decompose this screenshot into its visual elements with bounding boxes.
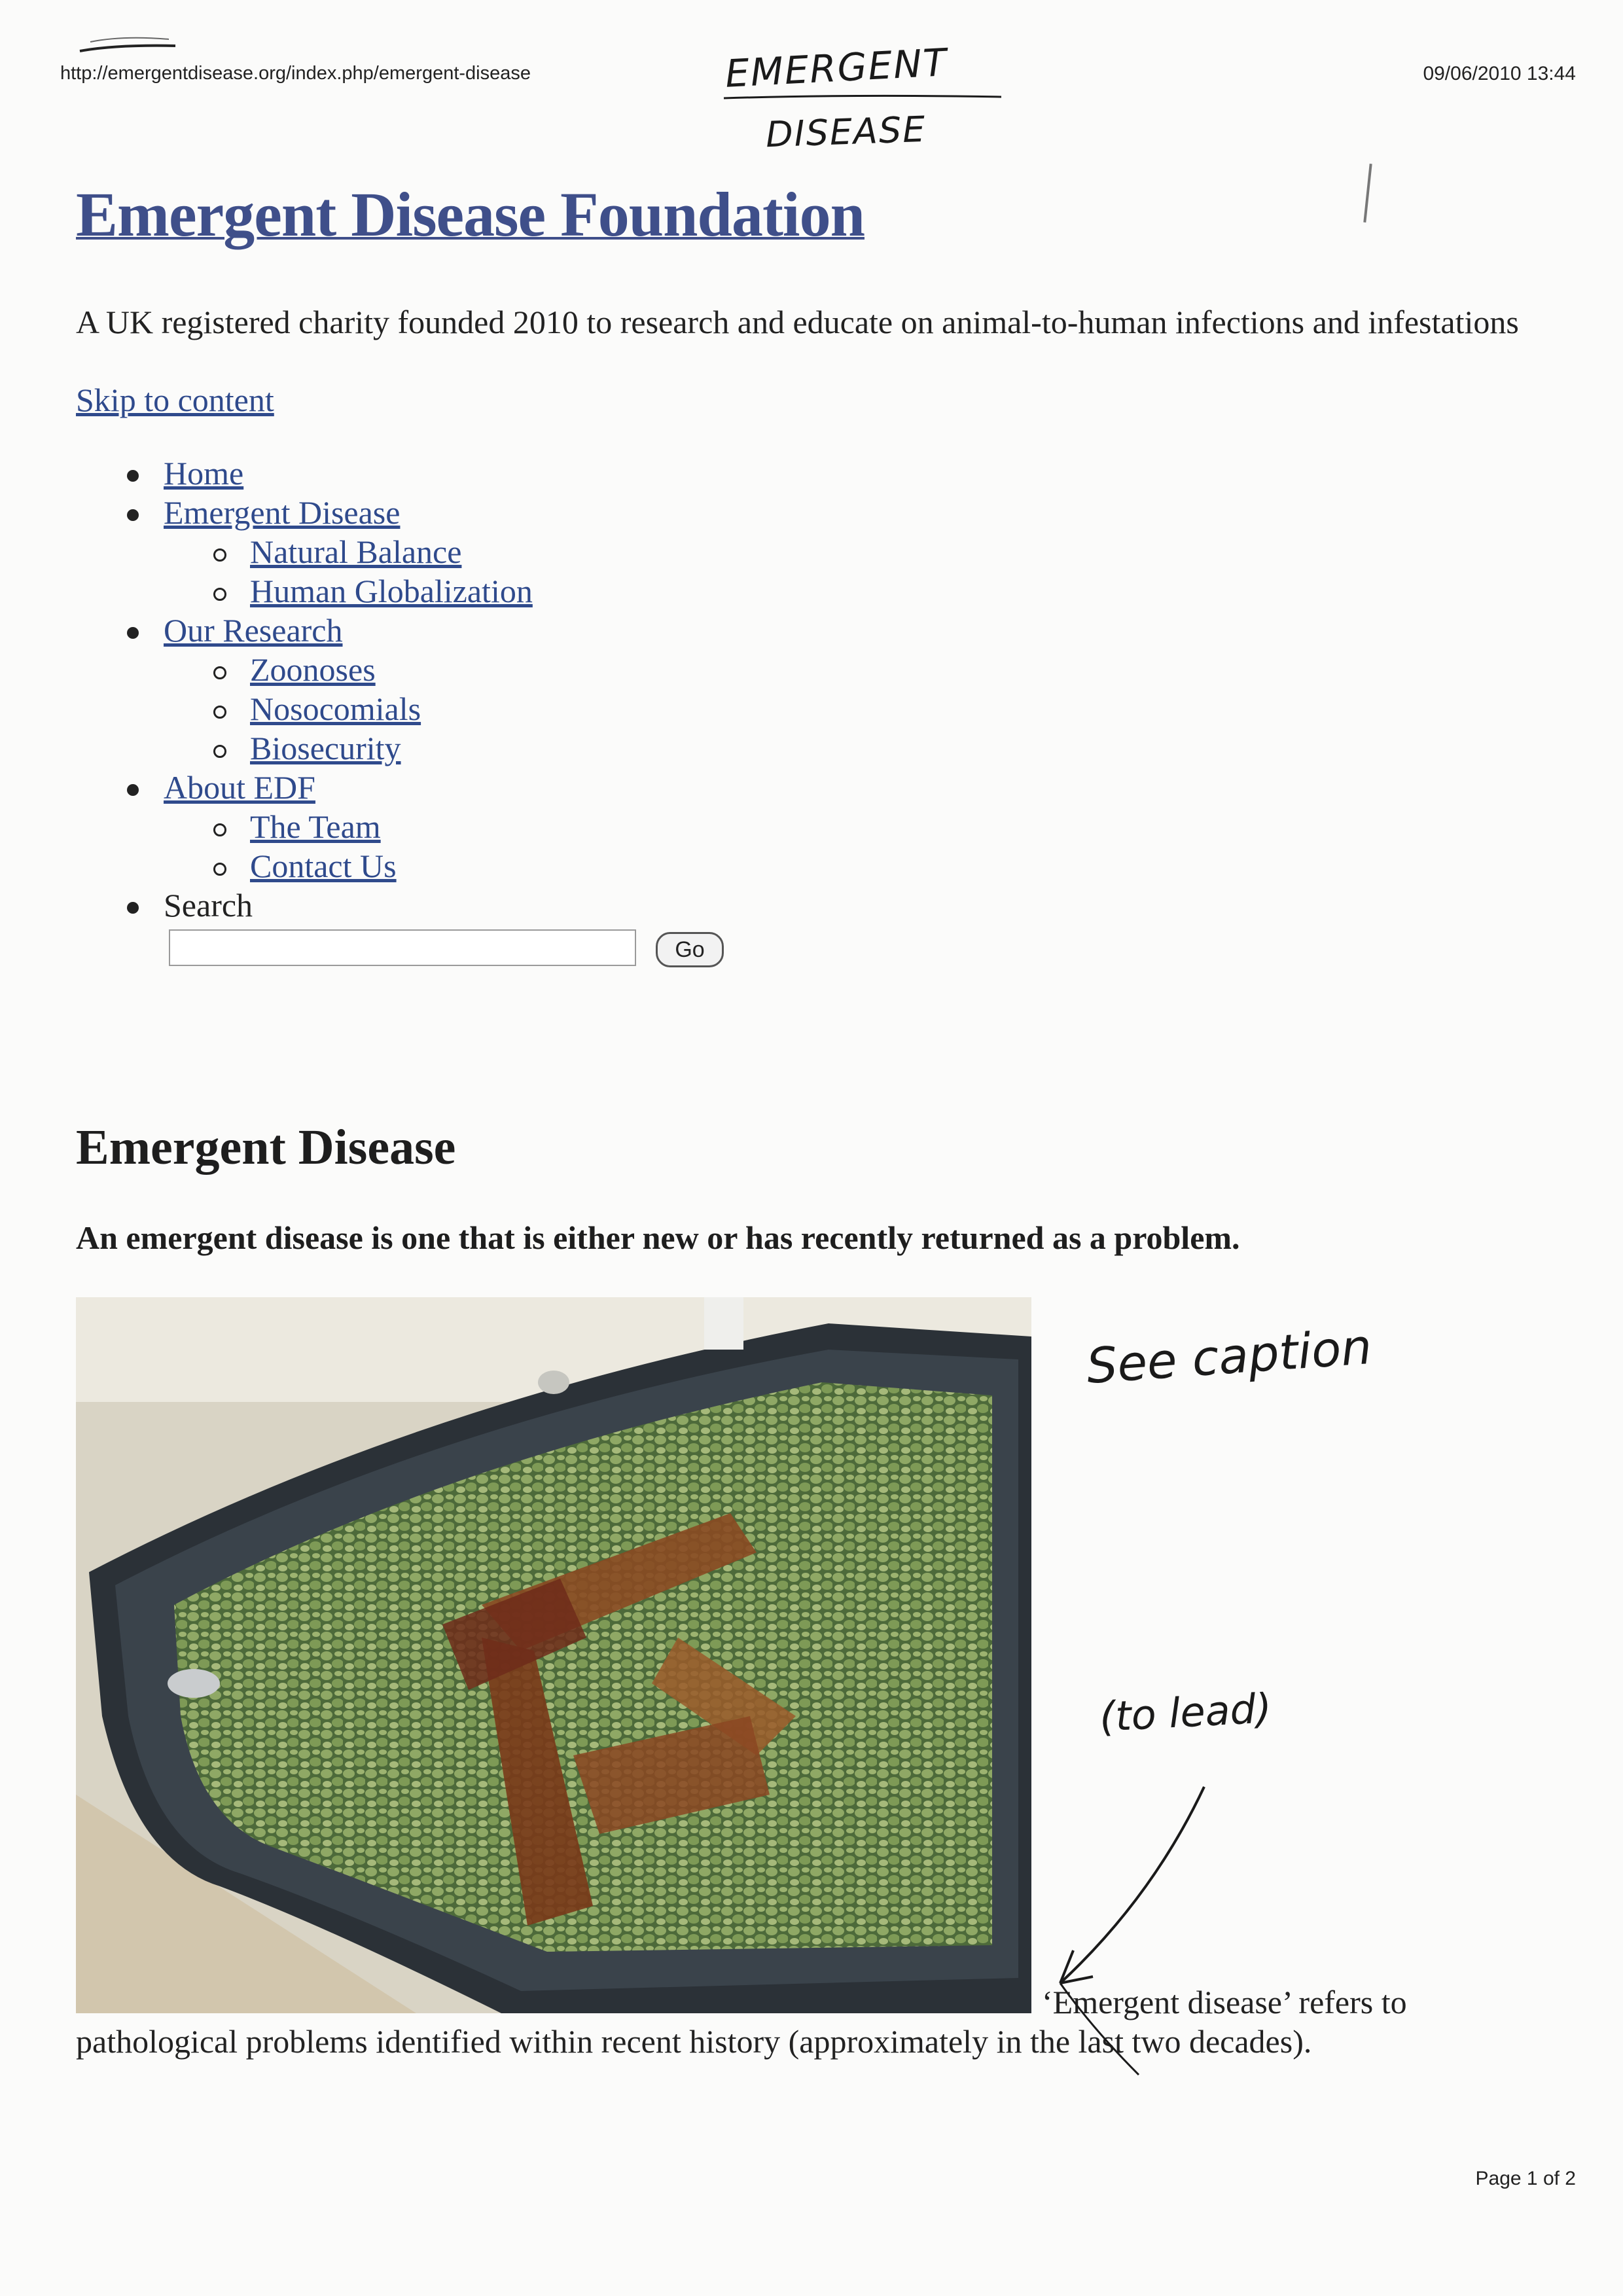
handwritten-side-note-to-lead: (to lead)	[1098, 1684, 1273, 1741]
nav-natural-balance[interactable]: Natural Balance	[250, 533, 462, 570]
nav-contact-us[interactable]: Contact Us	[250, 848, 397, 884]
page-number: Page 1 of 2	[1475, 2168, 1576, 2189]
bullet-icon	[127, 470, 139, 482]
nav-home[interactable]: Home	[164, 455, 244, 492]
handwritten-underline-icon	[720, 92, 1008, 105]
nav-about-edf[interactable]: About EDF	[164, 769, 315, 806]
bullet-icon	[127, 784, 139, 796]
skip-to-content-link[interactable]: Skip to content	[76, 382, 274, 418]
print-datetime: 09/06/2010 13:44	[1423, 63, 1576, 84]
photo-caption-line1: ‘Emergent disease’ refers to	[1042, 1984, 1407, 2020]
open-bullet-icon	[213, 548, 226, 562]
handwritten-arrow-icon	[1021, 1780, 1230, 2081]
nav-nosocomials[interactable]: Nosocomials	[250, 691, 421, 727]
article-photo	[76, 1297, 1031, 2013]
open-bullet-icon	[213, 666, 226, 679]
search-go-button[interactable]: Go	[656, 932, 724, 967]
pen-mark-icon	[77, 33, 182, 59]
photo-caption-line2: pathological problems identified within recent history (approximately in the last two decades).	[76, 2023, 1312, 2060]
bullet-icon	[127, 902, 139, 914]
bullet-icon	[127, 509, 139, 521]
bullet-icon	[127, 627, 139, 639]
open-bullet-icon	[213, 823, 226, 836]
photo-of-hatchling-turtles-in-tub-icon	[76, 1297, 1031, 2013]
search-label: Search	[164, 887, 253, 924]
nav-our-research[interactable]: Our Research	[164, 612, 343, 649]
print-url: http://emergentdisease.org/index.php/emergent-disease	[60, 63, 531, 84]
nav-emergent-disease[interactable]: Emergent Disease	[164, 494, 401, 531]
article-lead: An emergent disease is one that is either new or has recently returned as a problem.	[76, 1219, 1240, 1256]
open-bullet-icon	[213, 706, 226, 719]
site-tagline: A UK registered charity founded 2010 to research and educate on animal-to-human infections and infestations	[76, 304, 1519, 340]
handwritten-title-note-line1: EMERGENT	[724, 40, 949, 96]
handwritten-side-note-see-caption: See caption	[1084, 1318, 1374, 1395]
handwritten-title-note-line2: DISEASE	[764, 108, 927, 156]
open-bullet-icon	[213, 588, 226, 601]
search-input[interactable]	[169, 929, 636, 966]
open-bullet-icon	[213, 863, 226, 876]
nav-biosecurity[interactable]: Biosecurity	[250, 730, 401, 766]
nav-zoonoses[interactable]: Zoonoses	[250, 651, 376, 688]
site-title[interactable]: Emergent Disease Foundation	[76, 179, 865, 249]
open-bullet-icon	[213, 745, 226, 758]
nav-the-team[interactable]: The Team	[250, 808, 381, 845]
margin-pen-mark	[1363, 164, 1372, 223]
article-heading: Emergent Disease	[76, 1120, 456, 1175]
nav-human-globalization[interactable]: Human Globalization	[250, 573, 533, 609]
